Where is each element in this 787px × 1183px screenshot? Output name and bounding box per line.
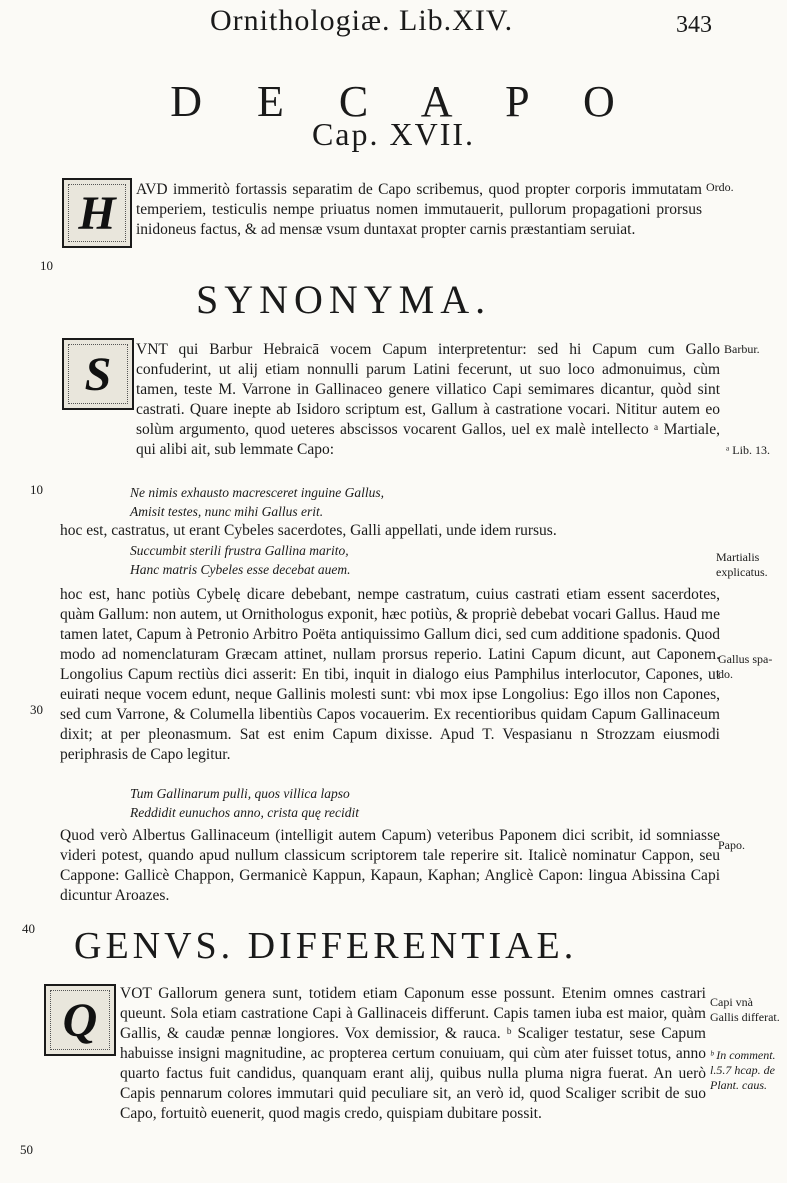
verse-line: Ne nimis exhausto macresceret inguine Gallus,	[130, 485, 384, 500]
genus-text: VOT Gallorum genera sunt, totidem etiam Caponum esse possunt. Etenim omnes castrari queunt. Sola etiam castratione Capi à Gallinaceis differunt. Capis tamen iuba est maior, quàm Gallis, & caudæ pennæ longiores. Vox demissior, & rauca. ᵇ Scaliger testatur, sese Capum habuisse insigni magnitudine, ac propterea certum conuiuam, qui cùm ater fuisset totus, anno quarto factus fuit candidus, quanquam erant alij, quibus nulla pluma nigra fuerat. An uerò Capis pennarum colores immutari quid peculiare sit, an verò id, quod Scaliger scribit de suo Capo, fortuitò euenerit, quod magis credo, quispiam dubitare possit.	[120, 985, 706, 1122]
verse-line: Hanc matris Cybeles esse decebat auem.	[130, 562, 351, 577]
margin-note-martialis: Martialis explicatus.	[716, 550, 768, 579]
synonyma-paragraph-2: hoc est, hanc potiùs Cybelę dicare debebant, nempe castratum, cuius castrati etiam essent sacerdotes, quàm Gallum: non autem, ut Ornithologus exponit, hæc potiùs, & propriè debebat vocari Gallus. Haud me tamen latet, Capum à Petronio Arbitro Poëta antiquissimo Gallum dici, sed cum additione spadonis. Quod modo ad nomenclaturam Græcam attinet, nullam prorsus reperio. Latini Capum dicunt, aut Caponem. Longolius Capum rectiùs dici asserit: En tibi, inquit in dialogo eius Pamphilus interlocutor, Capones, ut euirati neque vocem edunt, neque Gallinis molesti sunt: vbi mox ipse Longolius: Ego illos non Capones, sed cum Varrone, & Columella libentiùs Capos vocauerim. Ex recentioribus quidam Capum Gallinaceum dixit; at per pleonasmum. Sat est enim Capum dixisse. Apud T. Vespasianu n Strozzam eiusmodi periphrasis de Capo legitur.	[60, 586, 720, 763]
verse-quote-1	[130, 483, 570, 521]
verse-line: Tum Gallinarum pulli, quos villica lapso	[130, 786, 350, 801]
initial-letter: Q	[62, 993, 98, 1047]
running-title: Ornithologiæ. Lib.XIV.	[210, 4, 514, 37]
margin-note-comment: ᵇ In comment. l.5.7 hcap. de Plant. caus.	[710, 1048, 776, 1092]
running-header	[0, 4, 787, 44]
verse-line: Reddidit eunuchos anno, crista quę recidit	[130, 805, 359, 820]
margin-note-capi: Capi vnà Gallis differat.	[710, 995, 780, 1024]
margin-note-ordo: Ordo.	[706, 180, 734, 194]
line-number: 10	[40, 258, 53, 273]
margin-note-gallus: Gallus spa-do.	[718, 652, 773, 681]
synonyma-text: VNT qui Barbur Hebraicā vocem Capum interpretentur: sed hi Capum cum Gallo confuderint, ut alij etiam nonnulli parum Latini fecerunt, ut suo loco admonuimus, cùm tamen, teste M. Varrone in Gallinaceo genere villatico Capi semimares dicantur, quòd sint castrati. Quare inepte ab Isidoro scriptum est, Gallum à castratione vocari. Nititur autem eo solùm argumento, quod ueteres abscissos vocarent Gallos, uel ex malè intellecto ᵃ Martiale, qui alibi ait, sub lemmate Capo:	[136, 341, 720, 458]
verse-quote-2	[130, 541, 570, 579]
section-heading-genus: GENVS. DIFFERENTIAE.	[74, 925, 578, 967]
line-number: 50	[20, 1142, 33, 1157]
initial-letter: S	[84, 347, 112, 401]
section-heading-synonyma: SYNONYMA.	[196, 277, 492, 322]
margin-note-papo: Papo.	[718, 838, 745, 852]
initial-ornament	[68, 184, 126, 242]
chapter-number: Cap. XVII.	[311, 116, 476, 152]
page-number: 343	[676, 12, 712, 38]
margin-note-lib: ᵃ Lib. 13.	[726, 443, 770, 457]
ornamental-initial-h	[62, 178, 132, 248]
line-number: 10	[30, 482, 43, 497]
initial-letter: H	[78, 186, 116, 240]
genus-paragraph	[46, 984, 706, 1124]
verse-line: Succumbit sterili frustra Gallina marito,	[130, 543, 349, 558]
line-number: 40	[22, 921, 35, 936]
chapter-title: D E C A P O	[170, 77, 637, 126]
verse-quote-3	[130, 784, 570, 822]
synonyma-paragraph	[60, 340, 720, 460]
line-number: 30	[30, 702, 43, 717]
margin-note-barbur: Barbur.	[724, 342, 760, 356]
verse-line: Amisit testes, nunc mihi Gallus erit.	[130, 504, 324, 519]
prose-line: hoc est, castratus, ut erant Cybeles sacerdotes, Galli appellati, unde idem rursus.	[60, 522, 557, 539]
synonyma-paragraph-3: Quod verò Albertus Gallinaceum (intelligit autem Capum) veteribus Paponem dici scribit, id somniasse videri potest, quando apud nullum classicum scriptorem tale reperire sit. Italicè nominatur Cappon, seu Cappone: Gallicè Chappon, Germanicè Kappun, Kapaun, Kaphan; Anglicè Capon: lingua Abissina Capi dicuntur Aroazes.	[60, 827, 720, 904]
intro-paragraph: AVD immeritò fortassis separatim de Capo scribemus, quod propter corporis immutatam temperiem, testiculis nempe priuatus nomen immutauerit, pullorum propagationi prorsus inidoneus factus, & ad mensæ vsum duntaxat propter carnis præstantiam seruiat.	[136, 181, 702, 238]
